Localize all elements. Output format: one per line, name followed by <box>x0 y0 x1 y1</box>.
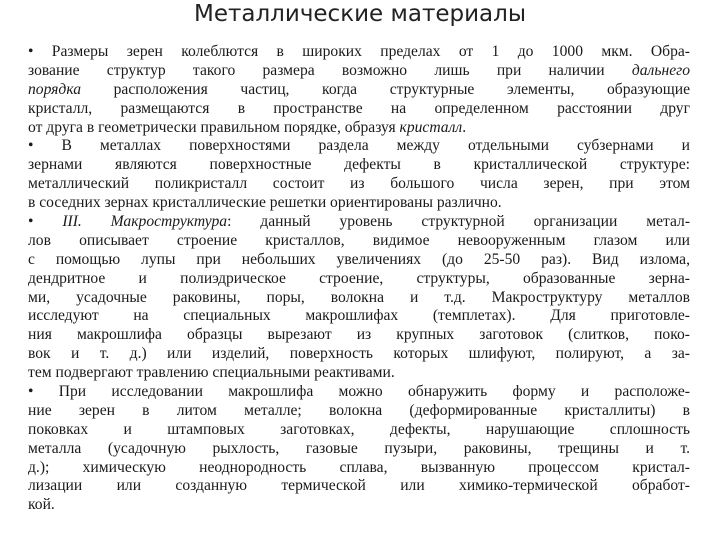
text-run: : данный уровень структурной организации метал- <box>227 213 691 231</box>
text-line <box>28 137 690 156</box>
text-run: в соседних зернах кристаллические решетки ориентированы различно. <box>28 194 502 212</box>
text-line <box>28 440 690 459</box>
text-line <box>28 81 690 100</box>
text-line <box>28 364 690 383</box>
text-run: . <box>462 118 467 136</box>
bullet-paragraph <box>28 213 690 383</box>
italic-term: кристалл <box>399 118 463 136</box>
bullet-paragraph <box>28 137 690 213</box>
text-line <box>28 402 690 421</box>
text-run: • <box>28 213 63 231</box>
text-line <box>28 345 690 364</box>
text-line <box>28 194 690 213</box>
text-line <box>28 156 690 175</box>
text-run: ния макрошлифа образцы вырезают из крупных заготовок (слитков, поко- <box>28 326 690 344</box>
bullet-paragraph <box>28 383 690 515</box>
text-run: вок и т. д.) или изделий, поверхность которых шлифуют, полируют, а за- <box>28 345 690 363</box>
text-line <box>28 421 690 440</box>
text-run: кристалл, размещаются в пространстве на определенном расстоянии друг <box>28 99 690 117</box>
text-run: • При исследовании макрошлифа можно обнаружить форму и расположе- <box>28 383 690 401</box>
text-run: ние зерен в литом металле; волокна (деформированные кристаллиты) в <box>28 401 690 419</box>
bullet-paragraph <box>28 43 690 137</box>
text-run: поковках и штамповых заготовках, дефекты, нарушающие сплошность <box>28 420 690 438</box>
text-line <box>28 175 690 194</box>
text-run: • Размеры зерен колеблются в широких пределах от 1 до 1000 мкм. Обра- <box>28 43 690 60</box>
text-run: зернами являются поверхностные дефекты в кристаллической структуре: <box>28 156 690 174</box>
slide-title: Металлические материалы <box>193 1 527 27</box>
text-line <box>28 496 690 515</box>
italic-term: III. Макроструктура <box>62 213 228 231</box>
text-run: исследуют на специальных макрошлифах (темплетах). Для приготовле- <box>28 307 690 325</box>
text-run: с помощью лупы при небольших увеличениях (до 25-50 раз). Вид излома, <box>28 250 690 268</box>
text-line <box>28 251 690 270</box>
text-line <box>28 62 690 81</box>
text-line <box>28 100 690 119</box>
text-run: кой. <box>28 496 55 514</box>
text-line <box>28 119 690 138</box>
text-line <box>28 307 690 326</box>
text-line <box>28 477 690 496</box>
text-line <box>28 232 690 251</box>
text-line <box>28 289 690 308</box>
text-line <box>28 383 690 402</box>
italic-term: дальнего <box>631 61 690 79</box>
text-run: металла (усадочную рыхлость, газовые пузыри, раковины, трещины и т. <box>28 439 690 457</box>
text-run: расположения частиц, когда структурные элементы, образующие <box>81 80 690 98</box>
text-run: от друга в геометрически правильном порядке, образуя <box>28 118 400 136</box>
text-run: лизации или созданную термической или химико-термической обработ- <box>28 477 690 495</box>
text-line <box>28 459 690 478</box>
text-run: лов описывает строение кристаллов, видимое невооруженным глазом или <box>28 231 690 249</box>
text-run: ми, усадочные раковины, поры, волокна и т.д. Макроструктуру металлов <box>28 288 690 306</box>
text-run: зование структур такого размера возможно лишь при наличии <box>28 61 632 79</box>
italic-term: порядка <box>28 80 82 98</box>
text-line <box>28 43 690 62</box>
text-run: тем подвергают травлению специальными реактивами. <box>28 364 395 382</box>
text-line <box>28 213 690 232</box>
slide-body-text <box>28 43 690 515</box>
text-run: металлический поликристалл состоит из большого числа зерен, при этом <box>28 175 690 193</box>
text-run: дендритное и полиэдрическое строение, структуры, образованные зерна- <box>28 269 690 287</box>
text-line <box>28 270 690 289</box>
text-run: • В металлах поверхностями раздела между отдельными субзернами и <box>28 137 690 155</box>
text-run: д.); химическую неоднородность сплава, вызванную процессом кристал- <box>28 458 690 476</box>
text-line <box>28 326 690 345</box>
